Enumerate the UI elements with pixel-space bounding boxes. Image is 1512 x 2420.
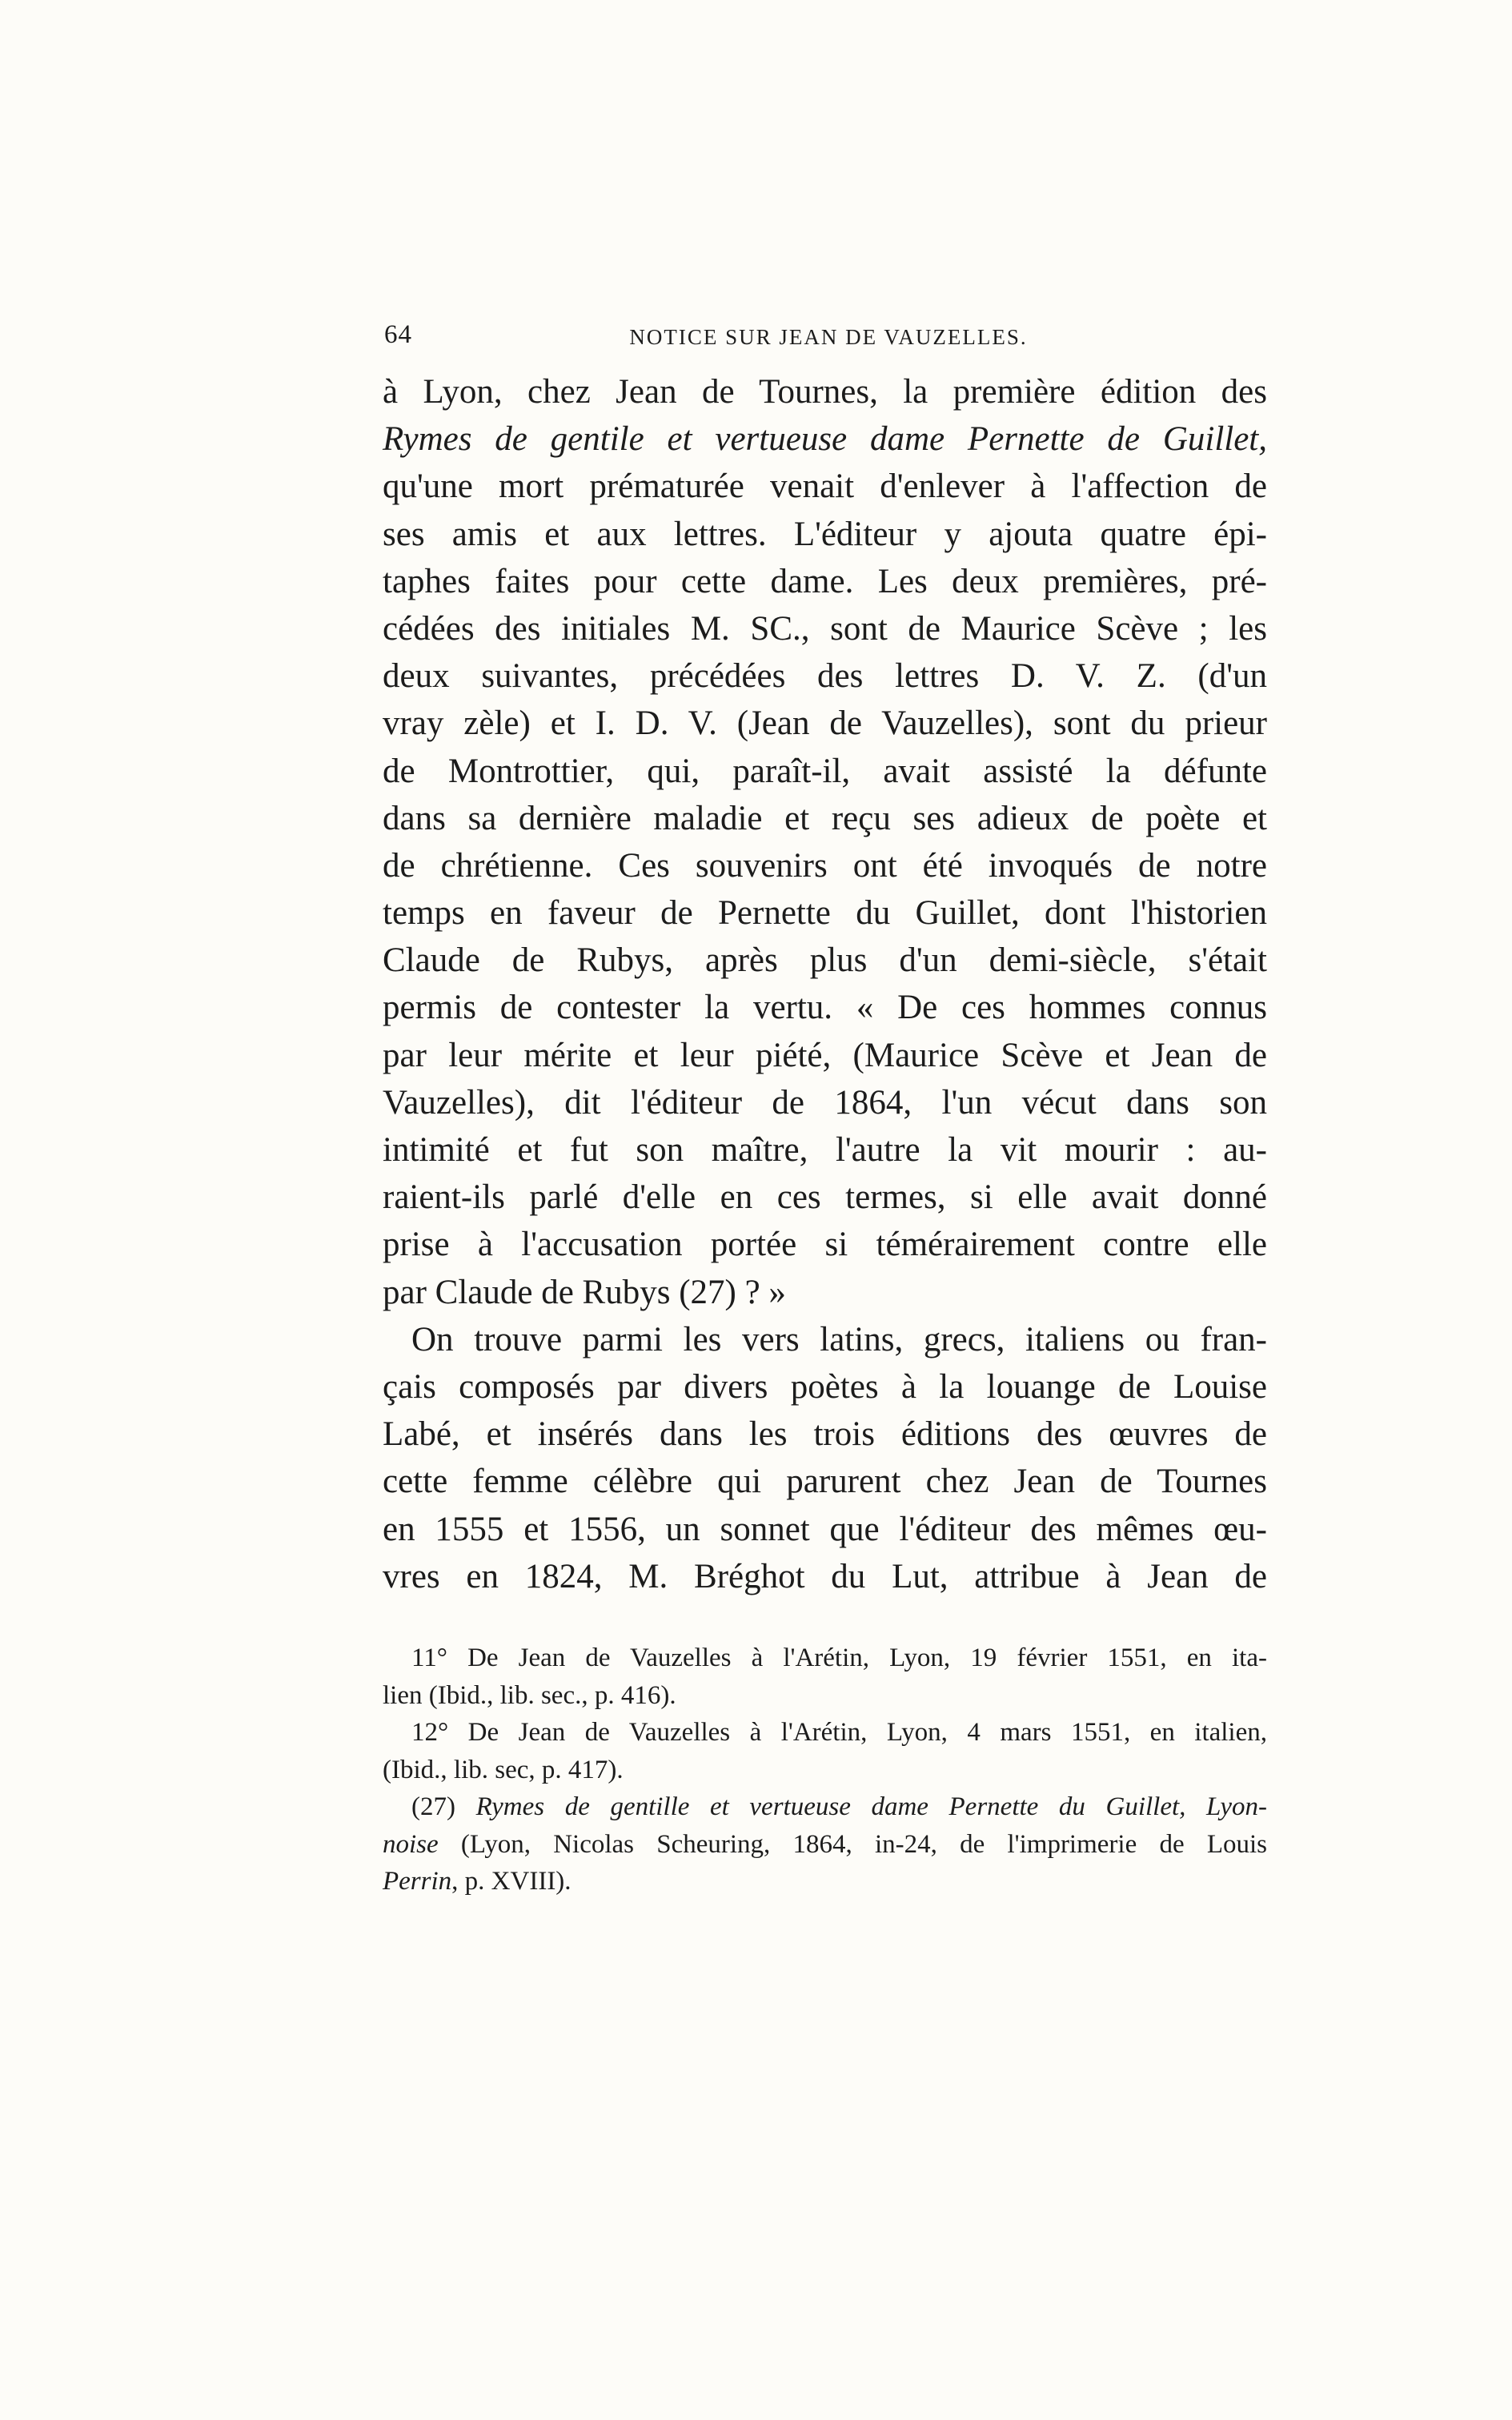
text-line: de chrétienne. Ces souvenirs ont été invoqués de notre [383,846,1267,885]
text-line: Labé, et insérés dans les trois éditions des œuvres de [383,1415,1267,1454]
text-line: raient-ils parlé d'elle en ces termes, si elle avait donné [383,1178,1267,1217]
text-line: dans sa dernière maladie et reçu ses adieux de poète et [383,799,1267,837]
text-line: permis de contester la vertu. « De ces hommes connus [383,989,1267,1027]
text-line: Claude de Rubys, après plus d'un demi-siècle, s'était [383,941,1267,980]
text-line: par Claude de Rubys (27) ? » [383,1273,786,1311]
italic-title: Rymes de gentile et vertueuse dame Pernette de Guillet, [383,420,1267,459]
body-text [383,368,1267,1600]
italic-name: Perrin [383,1867,452,1896]
footnote-line: 12° De Jean de Vauzelles à l'Arétin, Lyon, 4 mars 1551, en italien, [411,1718,1267,1747]
text-line: temps en faveur de Pernette du Guillet, dont l'historien [383,894,1267,933]
text-line: à Lyon, chez Jean de Tournes, la première édition des [383,373,1267,411]
text-line: intimité et fut son maître, l'autre la vit mourir : au- [383,1131,1267,1169]
text-line: par leur mérite et leur piété, (Maurice Scève et Jean de [383,1036,1267,1074]
text-line: çais composés par divers poètes à la louange de Louise [383,1367,1267,1406]
text-line: taphes faites pour cette dame. Les deux premières, pré- [383,562,1267,600]
text-line: vres en 1824, M. Bréghot du Lut, attribue à Jean de [383,1557,1267,1595]
paragraph-start-line: On trouve parmi les vers latins, grecs, italiens ou fran- [411,1320,1267,1358]
footnotes [383,1639,1267,1900]
text-line: en 1555 et 1556, un sonnet que l'éditeur des mêmes œu- [383,1510,1267,1548]
text-line: cette femme célèbre qui parurent chez Jean de Tournes [383,1463,1267,1501]
footnote-27-line: noise (Lyon, Nicolas Scheuring, 1864, in-24, de l'imprimerie de Louis [383,1829,1267,1859]
text-line: vray zèle) et I. D. V. (Jean de Vauzelles), sont du prieur [383,704,1267,743]
running-title: NOTICE SUR JEAN DE VAUZELLES. [629,325,1028,349]
footnote-line: lien (Ibid., lib. sec., p. 416). [383,1680,676,1710]
text-line [383,415,1267,463]
text-line: prise à l'accusation portée si témérairement contre elle [383,1226,1267,1264]
text-line: ses amis et aux lettres. L'éditeur y ajouta quatre épi- [383,515,1267,553]
footnote-line: 11° De Jean de Vauzelles à l'Arétin, Lyon, 19 février 1551, en ita- [411,1643,1267,1672]
text-line: qu'une mort prématurée venait d'enlever à l'affection de [383,468,1267,506]
text-line: Vauzelles), dit l'éditeur de 1864, l'un vécut dans son [383,1083,1267,1122]
footnote-27-line: Perrin, p. XVIII). [383,1867,572,1896]
text-line: deux suivantes, précédées des lettres D. V. Z. (d'un [383,657,1267,696]
page-header [384,320,1273,360]
text-line: cédées des initiales M. SC., sont de Maurice Scève ; les [383,609,1267,648]
footnote-line: (Ibid., lib. sec, p. 417). [383,1755,624,1784]
italic-title: Rymes de gentille et vertueuse dame Pernette du Guillet, Lyon- [475,1792,1267,1821]
text-line: de Montrottier, qui, paraît-il, avait assisté la défunte [383,752,1267,790]
footnote-27-line: (27) Rymes de gentille et vertueuse dame Pernette du Guillet, Lyon- [411,1792,1267,1821]
page-number: 64 [384,320,412,349]
